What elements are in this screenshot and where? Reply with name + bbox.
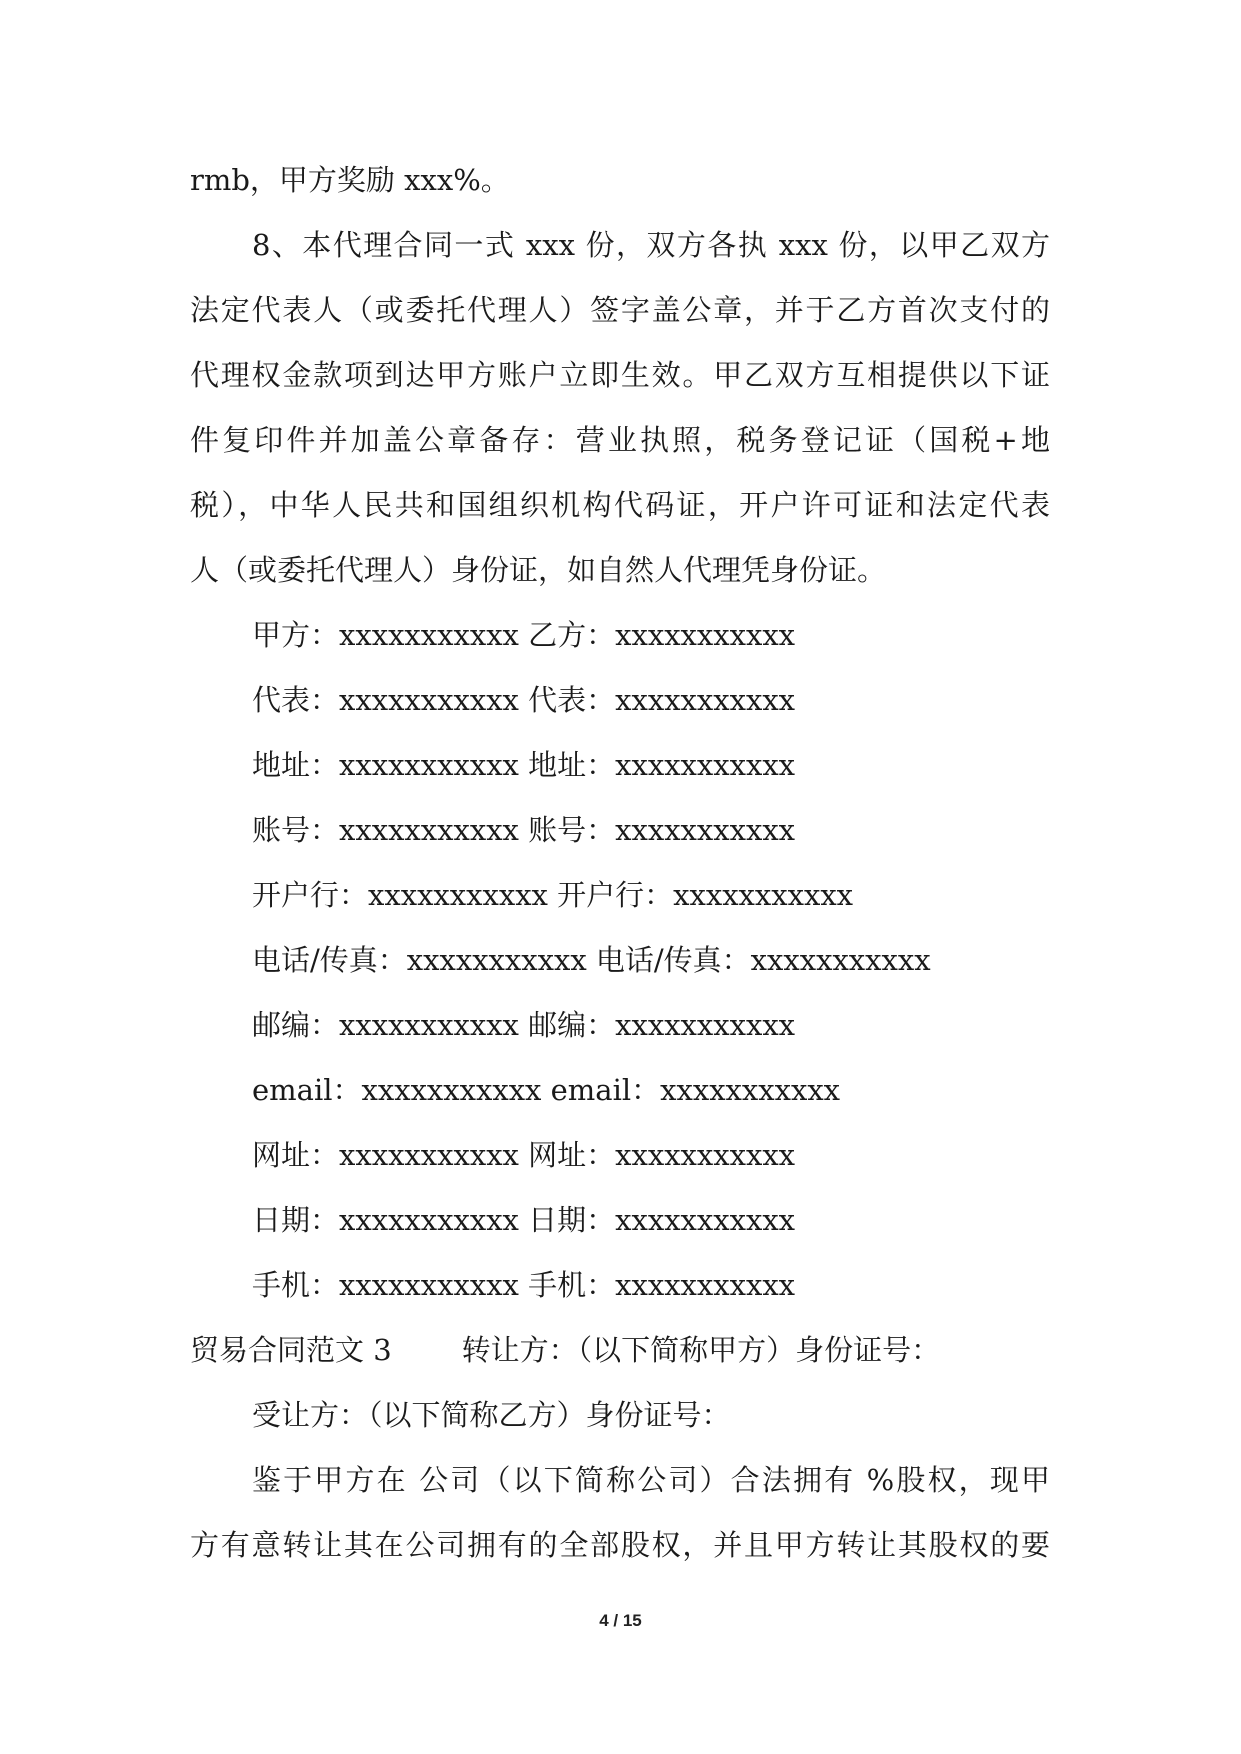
signature-field-phone-fax: 电话/传真：xxxxxxxxxxx 电话/传真：xxxxxxxxxxx xyxy=(252,943,931,977)
signature-field-address: 地址：xxxxxxxxxxx 地址：xxxxxxxxxxx xyxy=(252,748,796,782)
signature-field-representative: 代表：xxxxxxxxxxx 代表：xxxxxxxxxxx xyxy=(252,683,796,717)
section-3-transferee: 受让方：（以下简称乙方）身份证号： xyxy=(252,1398,731,1432)
signature-field-postcode: 邮编：xxxxxxxxxxx 邮编：xxxxxxxxxxx xyxy=(252,1008,796,1042)
section-3-paragraph-line-2: 方有意转让其在公司拥有的全部股权，并且甲方转让其股权的要 xyxy=(190,1528,1050,1562)
paragraph-continuation: rmb，甲方奖励 xxx%。 xyxy=(190,163,510,197)
signature-field-account: 账号：xxxxxxxxxxx 账号：xxxxxxxxxxx xyxy=(252,813,796,847)
section-3-paragraph-line-1: 鉴于甲方在 公司（以下简称公司）合法拥有 %股权，现甲 xyxy=(252,1463,1050,1497)
signature-field-email: email：xxxxxxxxxxx email：xxxxxxxxxxx xyxy=(252,1073,841,1107)
signature-field-mobile: 手机：xxxxxxxxxxx 手机：xxxxxxxxxxx xyxy=(252,1268,796,1302)
section-3-title: 贸易合同范文 3 xyxy=(190,1333,392,1367)
page-number: 4 / 15 xyxy=(599,1611,642,1630)
clause-8-line-5: 税），中华人民共和国组织机构代码证，开户许可证和法定代表 xyxy=(190,488,1050,522)
signature-field-date: 日期：xxxxxxxxxxx 日期：xxxxxxxxxxx xyxy=(252,1203,796,1237)
clause-8-line-4: 件复印件并加盖公章备存：营业执照，税务登记证（国税+地 xyxy=(190,423,1050,457)
clause-8-line-2: 法定代表人（或委托代理人）签字盖公章，并于乙方首次支付的 xyxy=(190,293,1050,327)
section-3-heading-row xyxy=(190,1333,941,1367)
signature-field-bank: 开户行：xxxxxxxxxxx 开户行：xxxxxxxxxxx xyxy=(252,878,854,912)
clause-8-line-6: 人（或委托代理人）身份证，如自然人代理凭身份证。 xyxy=(190,553,887,587)
signature-field-website: 网址：xxxxxxxxxxx 网址：xxxxxxxxxxx xyxy=(252,1138,796,1172)
clause-8-line-1: 8、本代理合同一式 xxx 份，双方各执 xxx 份，以甲乙双方 xyxy=(252,228,1050,262)
section-3-transferor: 转让方：（以下简称甲方）身份证号： xyxy=(461,1333,941,1367)
signature-field-party: 甲方：xxxxxxxxxxx 乙方：xxxxxxxxxxx xyxy=(252,618,796,652)
clause-8-line-3: 代理权金款项到达甲方账户立即生效。甲乙双方互相提供以下证 xyxy=(190,358,1050,392)
